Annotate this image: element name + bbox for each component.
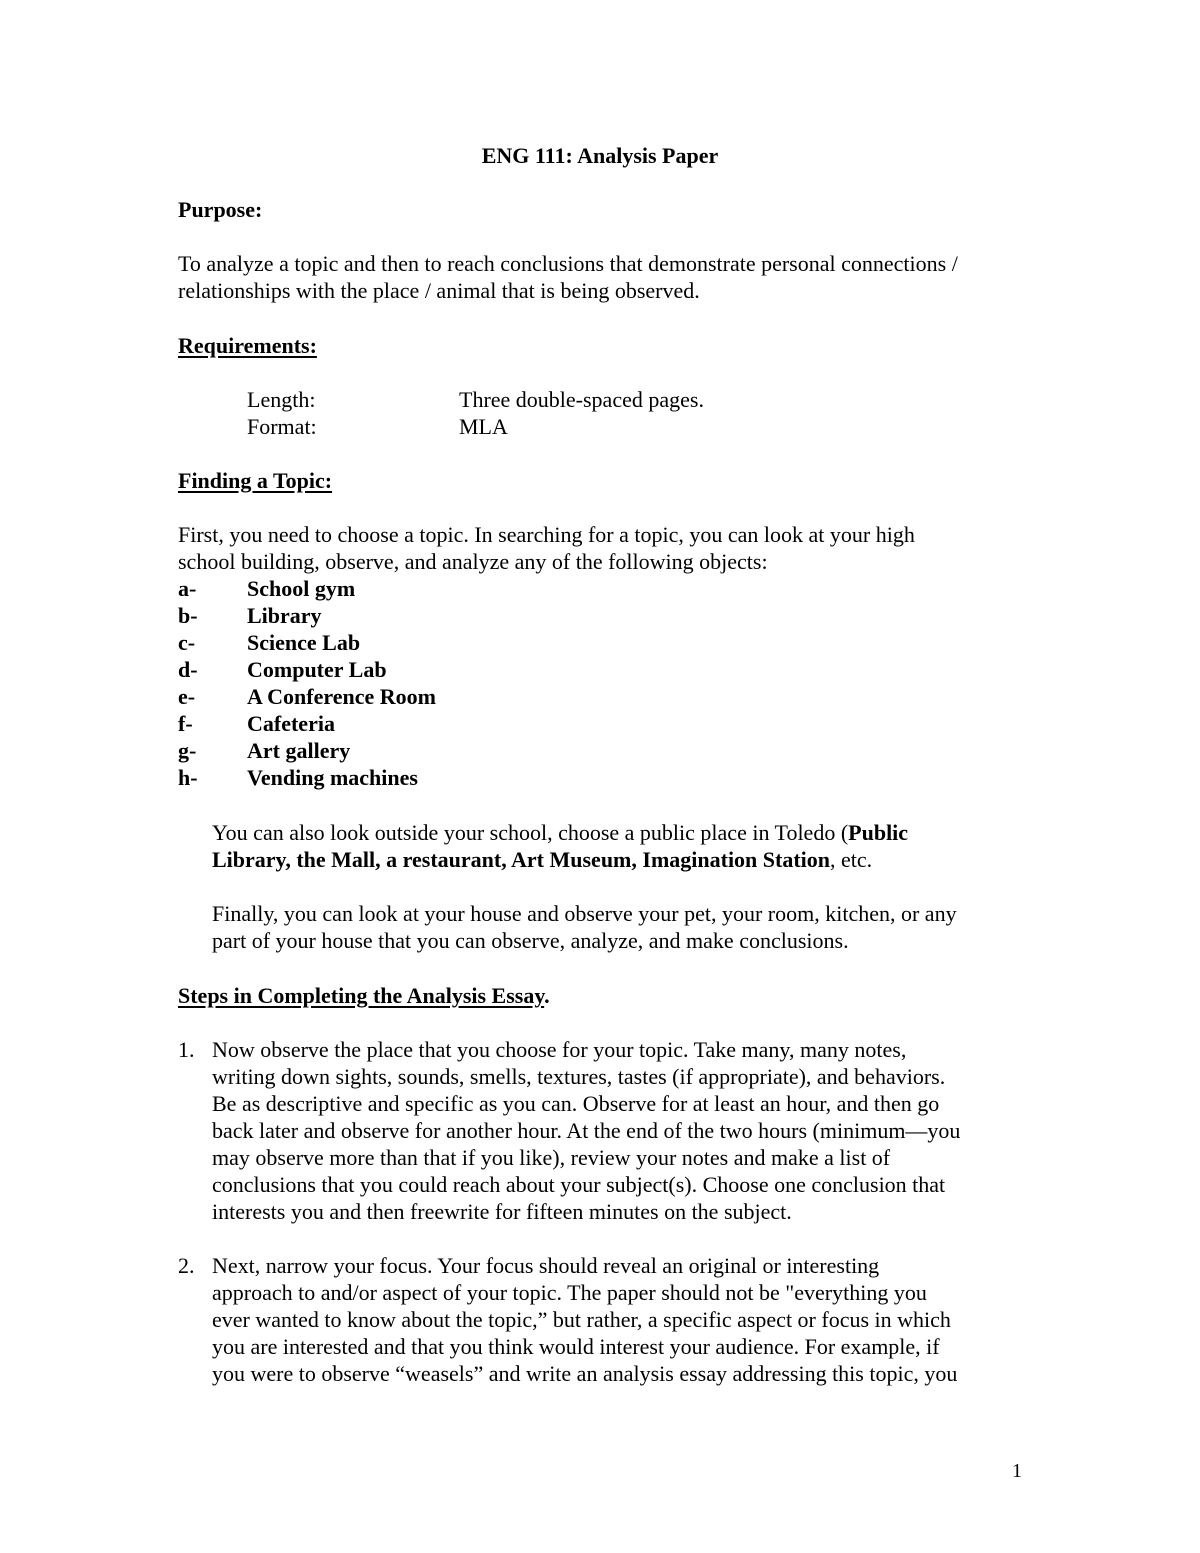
step-line: you were to observe “weasels” and write an analysis essay addressing this topic, you (212, 1361, 958, 1386)
requirement-length-row (247, 386, 704, 413)
step-line: Be as descriptive and specific as you can. Observe for at least an hour, and then go (212, 1091, 940, 1116)
format-label: Format: (247, 414, 317, 439)
list-item-text: Science Lab (247, 630, 361, 655)
steps-heading-text: Steps in Completing the Analysis Essay (178, 983, 545, 1008)
step-text (212, 1036, 1042, 1225)
step-number: 1. (178, 1037, 195, 1062)
list-item (178, 764, 436, 791)
step-line: conclusions that you could reach about your subject(s). Choose one conclusion that (212, 1172, 946, 1197)
length-value: Three double-spaced pages. (459, 387, 704, 412)
list-item-text: Library (247, 603, 322, 628)
list-item (178, 656, 436, 683)
finding-intro-line-2: school building, observe, and analyze any of the following objects: (178, 549, 768, 574)
list-marker: b- (178, 603, 198, 628)
finding-intro-line-1: First, you need to choose a topic. In searching for a topic, you can look at your high (178, 522, 915, 547)
list-marker: f- (178, 711, 193, 736)
outside-post-text: , etc. (830, 847, 873, 872)
list-item-text: A Conference Room (247, 684, 436, 709)
step-number: 2. (178, 1253, 195, 1278)
length-label: Length: (247, 387, 316, 412)
list-item (178, 710, 436, 737)
step-line: interests you and then freewrite for fifteen minutes on the subject. (212, 1199, 792, 1224)
list-item (178, 629, 436, 656)
list-marker: e- (178, 684, 196, 709)
outside-bold-text-2: Library, the Mall, a restaurant, Art Museum, Imagination Station (212, 847, 831, 872)
list-item (178, 575, 436, 602)
purpose-line-1: To analyze a topic and then to reach conclusions that demonstrate personal connections / (178, 251, 958, 276)
list-item-text: School gym (247, 576, 356, 601)
finally-line-1: Finally, you can look at your house and observe your pet, your room, kitchen, or any (212, 901, 957, 926)
list-item (178, 737, 436, 764)
list-marker: h- (178, 765, 198, 790)
steps-heading (178, 982, 550, 1009)
list-marker: a- (178, 576, 197, 601)
list-item (178, 683, 436, 710)
format-value: MLA (459, 414, 508, 439)
topic-options-list (178, 575, 436, 791)
list-marker: c- (178, 630, 196, 655)
step-line: back later and observe for another hour. At the end of the two hours (minimum—you (212, 1118, 961, 1143)
list-item (178, 602, 436, 629)
step-line: you are interested and that you think would interest your audience. For example, if (212, 1334, 940, 1359)
step-line: approach to and/or aspect of your topic. The paper should not be "everything you (212, 1280, 927, 1305)
list-item-text: Cafeteria (247, 711, 335, 736)
steps-heading-suffix: . (544, 983, 550, 1008)
list-marker: g- (178, 738, 197, 763)
step-line: Now observe the place that you choose for your topic. Take many, many notes, (212, 1037, 907, 1062)
step-line: writing down sights, sounds, smells, textures, tastes (if appropriate), and behaviors. (212, 1064, 946, 1089)
page-title: ENG 111: Analysis Paper (481, 143, 719, 168)
step-line: ever wanted to know about the topic,” but rather, a specific aspect or focus in which (212, 1307, 951, 1332)
requirement-format-row (247, 413, 508, 440)
requirements-heading: Requirements: (178, 333, 317, 358)
list-item-text: Vending machines (247, 765, 418, 790)
list-item-text: Computer Lab (247, 657, 387, 682)
outside-school-line-2 (212, 846, 1042, 873)
list-marker: d- (178, 657, 198, 682)
purpose-heading: Purpose: (178, 197, 263, 222)
list-item-text: Art gallery (247, 738, 351, 763)
outside-school-line-1 (212, 819, 1042, 846)
purpose-line-2: relationships with the place / animal that is being observed. (178, 278, 700, 303)
outside-pre-text: You can also look outside your school, choose a public place in Toledo ( (212, 820, 849, 845)
step-line: Next, narrow your focus. Your focus should reveal an original or interesting (212, 1253, 880, 1278)
finally-line-2: part of your house that you can observe, analyze, and make conclusions. (212, 928, 849, 953)
step-line: may observe more than that if you like), review your notes and make a list of (212, 1145, 891, 1170)
outside-bold-text-1: Public (848, 820, 909, 845)
finding-topic-heading: Finding a Topic: (178, 468, 333, 493)
page-number: 1 (1012, 1460, 1022, 1482)
step-text (212, 1252, 1042, 1387)
